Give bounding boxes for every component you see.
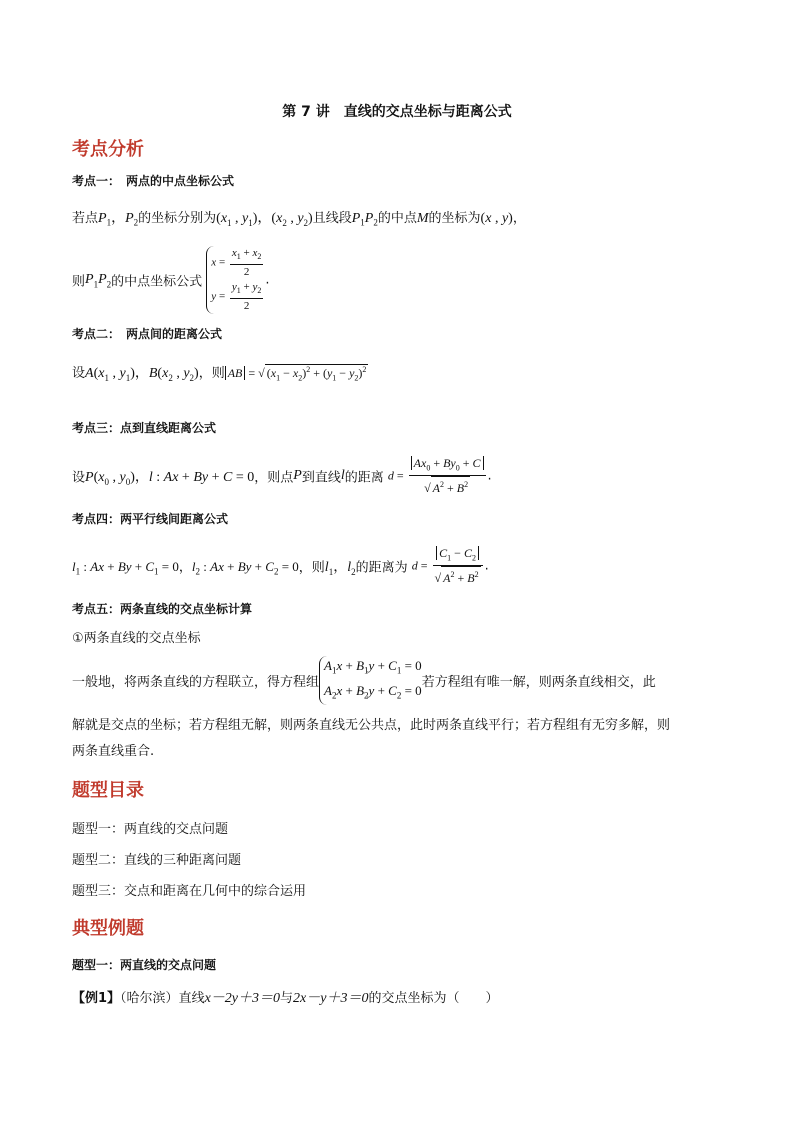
point-5-line-1: 一般地，将两条直线的方程联立，得方程组 $A_1x + B_1y + C_1 = 0$ $A_2x + B_2y + C_2 = 0$ 若方程组有唯一解，则两条直线相交，此	[72, 656, 656, 705]
example-label: 【例1】	[72, 991, 121, 1006]
midpoint-formula: x = $\frac{x_1 + x_2}{2}$ y = $\frac{y_1 + y_2}{2}$	[206, 246, 265, 314]
toc-item-3: 题型三：交点和距离在几何中的综合运用	[72, 884, 307, 899]
point-2-line: 设$A(x_1$ , $y_1$)，$B(x_2$ , $y_2$)，则 AB = √ $(x_1 - x_2)^2 + (y_1 - y_2)^2$	[72, 365, 367, 383]
point-5-subtitle: ①两条直线的交点坐标	[72, 631, 201, 646]
section-tixing: 题型目录	[72, 780, 144, 801]
section-kaodian: 考点分析	[72, 139, 144, 160]
point-5-title: 考点五：两条直线的交点坐标计算	[72, 602, 253, 616]
point-4-line: $l_1$ : $Ax + By + C_1 = 0$，$l_2$ : $Ax + By + C_2 = 0$，则$l_1$，$l_2$的距离为 d = $\frac{C_1 - C_2}{√ A^2 + B^2}$ .	[72, 546, 489, 586]
equation-system: $A_1x + B_1y + C_1 = 0$ $A_2x + B_2y + C_2 = 0$	[319, 656, 422, 705]
point-3-line: 设$P(x_0$ , $y_0$)，l : Ax + By + C = 0，则点P到直线l的距离 d = $\frac{Ax_0 + By_0 + C}{√ A^2 + B^2}$ .	[72, 456, 492, 496]
point-2-title: 考点二： 两点间的距离公式	[72, 327, 223, 341]
example-heading: 题型一：两直线的交点问题	[72, 958, 217, 972]
page-title: 第 7 讲 直线的交点坐标与距离公式	[282, 104, 512, 120]
point-4-title: 考点四：两平行线间距离公式	[72, 512, 229, 526]
point-1-title: 考点一： 两点的中点坐标公式	[72, 174, 235, 188]
point-1-line-2: 则$P_1P_2$的中点坐标公式 x = $\frac{x_1 + x_2}{2}$ y = $\frac{y_1 + y_2}{2}$ .	[72, 247, 270, 313]
point-3-title: 考点三：点到直线距离公式	[72, 421, 217, 435]
point-1-line-1: 若点$P_1$，$P_2$的坐标分别为($x_1$ , $y_1$)，($x_2$ , $y_2$)且线段$P_1P_2$的中点M的坐标为(x , y)，	[72, 211, 526, 228]
toc-item-2: 题型二：直线的三种距离问题	[72, 853, 242, 868]
example-1: 【例1】（哈尔滨）直线x－2y＋3＝0与2x－y＋3＝0的交点坐标为（ ）	[72, 991, 499, 1006]
section-dianxing: 典型例题	[72, 918, 144, 939]
point-5-line-3: 两条直线重合.	[72, 744, 155, 759]
point-5-line-2: 解就是交点的坐标；若方程组无解，则两条直线无公共点，此时两条直线平行；若方程组有无穷多解，则	[72, 718, 671, 733]
toc-item-1: 题型一：两直线的交点问题	[72, 822, 229, 837]
